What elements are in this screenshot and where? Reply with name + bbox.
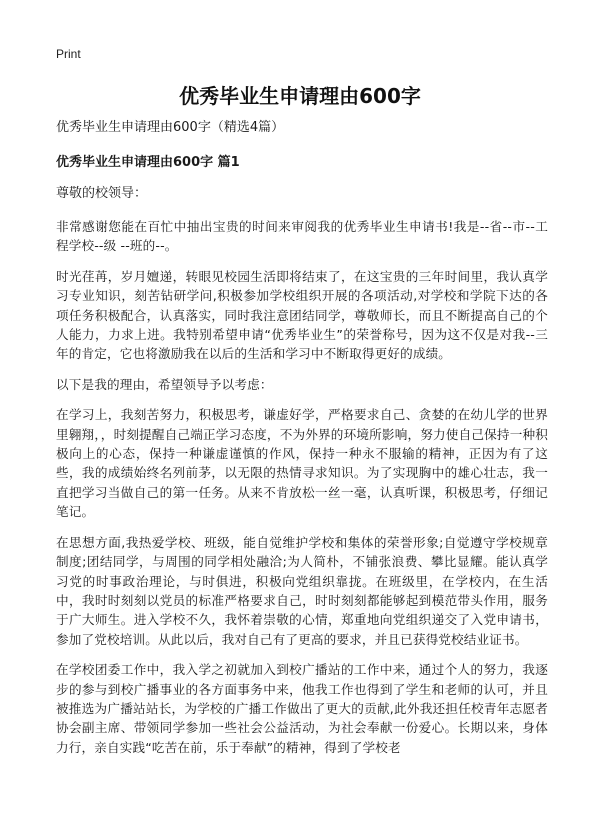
document-subtitle: 优秀毕业生申请理由600字（精选4篇） [56,120,285,135]
section-heading: 优秀毕业生申请理由600字 篇1 [56,155,240,170]
print-link[interactable]: Print [56,47,81,61]
greeting: 尊敬的校领导： [56,186,148,201]
paragraph: 在学习上，我刻苦努力，积极思考，谦虚好学，严格要求自己、贪婪的在幼儿学的世界里翱翔，，时刻提醒自己端正学习态度，不为外界的环境所影响，努力使自己保持一种积极向上的心态，保持一种谦虚谨慎的作风，保持一种永不服输的精神，正因为有了这些，我的成绩始终名列前茅，以无限的热情寻求知识。为了实现胸中的雄心壮志，我一直把学习当做自己的第一任务。从来不肯放松一丝一毫，认真听课，积极思考，仔细记笔记。 [56,407,548,520]
paragraph: 在学校团委工作中，我入学之初就加入到校广播站的工作中来，通过个人的努力，我逐步的参与到校广播事业的各方面事务中来，他我工作也得到了学生和老师的认可，并且被推选为广播站站长，为学校的广播工作做出了更大的贡献,此外我还担任校青年志愿者协会副主席、带领同学参加一些社会公益活动，为社会奉献一份爱心。长期以来，身体力行，亲自实践“吃苦在前，乐于奉献”的精神，得到了学校老 [56,662,548,755]
paragraph: 以下是我的理由，希望领导予以考虑： [56,376,273,392]
paragraph: 时光荏苒，岁月嬗递，转眼见校园生活即将结束了，在这宝贵的三年时间里，我认真学习专业知识，刻苦钻研学问,积极参加学校组织开展的各项活动,对学校和学院下达的各项任务积极配合，认真落实，同时我注意团结同学，尊敬师长，而且不断提高自己的个人能力，力求上进。我特别希望申请“优秀毕业生”的荣誉称号，因为这不仅是对我--三年的肯定，它也将激励我在以后的生活和学习中不断取得更好的成绩。 [56,268,548,362]
paragraph: 非常感谢您能在百忙中抽出宝贵的时间来审阅我的优秀毕业生申请书!我是--省--市--工程学校--级 --班的--。 [56,219,548,254]
document-title: 优秀毕业生申请理由600字 [179,84,421,108]
document-body [56,118,548,768]
paragraph: 在思想方面,我热爱学校、班级，能自觉维护学校和集体的荣誉形象;自觉遵守学校规章制度;团结同学，与周围的同学相处融洽;为人简朴，不铺张浪费、攀比显耀。能认真学习党的时事政治理论，与时俱进，积极向党组织靠拢。在班级里，在学校内，在生活中，我时时刻刻以党员的标准严格要求自己，时时刻刻都能够起到模范带头作用，服务于广大师生。进入学校不久，我怀着崇敬的心情，郑重地向党组织递交了入党申请书，参加了党校培训。从此以后，我对自己有了更高的要求，并且已获得党校结业证书。 [56,534,548,647]
